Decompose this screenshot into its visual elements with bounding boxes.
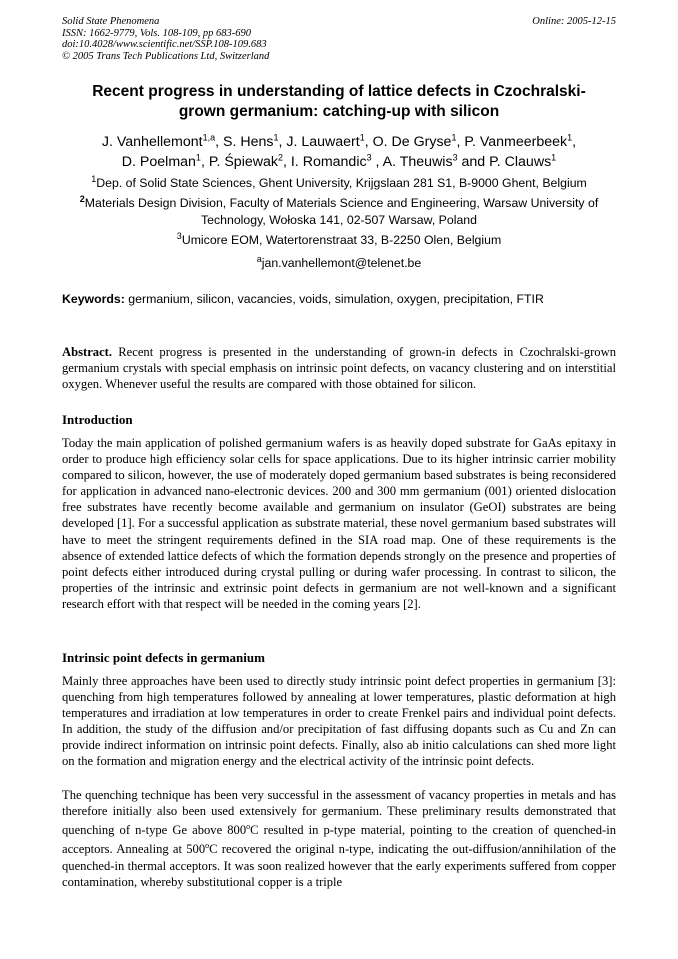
paragraph-segment: C recovered the original n-type, indicating the out-diffusion/annihilation of the quenched-in thermal acceptors. It was soon realized however that the early experiments suffered from copper contamination, whereby substitutional copper is a triple xyxy=(62,842,616,889)
affiliation-mark: 1 xyxy=(91,173,97,184)
copyright-line: © 2005 Trans Tech Publications Ltd, Switzerland xyxy=(62,50,270,62)
author-name: and P. Clauws xyxy=(457,154,552,170)
keywords-label: Keywords: xyxy=(62,292,125,306)
degree-mark: o xyxy=(246,822,251,832)
author-affil-mark: 1 xyxy=(551,152,557,163)
author-name: , J. Lauwaert xyxy=(278,134,360,150)
abstract-text: Recent progress is presented in the understanding of grown-in defects in Czochralski-grown germanium crystals with special emphasis on intrinsic point defects, on vacancy clustering and on interstitial oxygen. Whenever useful the results are compared with those obtained for silicon. xyxy=(62,345,617,392)
journal-name: Solid State Phenomena xyxy=(62,16,160,27)
paper-title xyxy=(62,82,616,122)
author-name: J. Vanhellemont xyxy=(101,134,203,150)
online-date: Online: 2005-12-15 xyxy=(532,16,616,27)
affiliation-mark: 2 xyxy=(79,193,85,204)
intrinsic-paragraph-2 xyxy=(62,787,616,890)
affiliation-text: Materials Design Division, Faculty of Materials Science and Engineering, Warsaw University of xyxy=(84,196,599,210)
intrinsic-paragraph-1: Mainly three approaches have been used to directly study intrinsic point defect properties in germanium [3]: quenching from high temperatures followed by annealing at lower temperatures, plastic deformation at high temperatures and irradiation at low temperatures in order to create Frenkel pairs and individual point defects. In addition, the study of the diffusion and/or precipitation of fast diffusing dopants such as Cu and Zn can provide indirect information on intrinsic point defects. Finally, also ab initio calculations can shed more light on the formation and migration energy and the electrical activity of the intrinsic point defects. xyxy=(62,674,616,769)
author-name: D. Poelman xyxy=(121,154,196,170)
author-affil-mark: 1 xyxy=(273,132,279,143)
author-name: , S. Hens xyxy=(215,134,274,150)
degree-mark: o xyxy=(205,841,210,851)
corresponding-email xyxy=(40,255,638,272)
author-line-1 xyxy=(40,132,638,152)
author-affil-mark: 2 xyxy=(277,152,283,163)
paragraph-segment: C resulted in p-type material, pointing to the creation of quenched-in acceptors. Annealing at 500 xyxy=(62,823,617,857)
author-name: , O. De Gryse xyxy=(364,134,452,150)
affiliation-1 xyxy=(40,175,638,192)
section-heading-introduction: Introduction xyxy=(62,412,133,427)
email-address: jan.vanhellemont@telenet.be xyxy=(261,256,422,270)
affiliation-2 xyxy=(40,195,638,229)
author-affil-mark: 1,a xyxy=(202,132,216,143)
introduction-paragraph: Today the main application of polished germanium wafers is as heavily doped substrate for GaAs epitaxy in order to produce high efficiency solar cells for space applications. Due to its higher intrinsic carrier mobility compared to silicon, however, the use of moderately doped germanium based substrates is being reconsidered for application in advanced nano-electronic devices. 200 and 300 mm germanium (001) oriented dislocation free substrates have recently become available and germanium on insulator (GeOI) substrates are being developed [1]. For a successful application as substrate material, these novel germanium based substrates will have to meet the stringent requirements defined in the SIA road map. One of these requirements is the absence of extended lattice defects of which the formation depends strongly on the presence and properties of point defects either introduced during crystal pulling or during wafer processing. In contrast to silicon, the properties of the intrinsic and extrinsic point defects in germanium are not well-known and a significant research effort with that respect will be needed in the coming years [2]. xyxy=(62,436,616,611)
author-affil-mark: 1 xyxy=(567,132,573,143)
author-name: , I. Romandic xyxy=(282,154,367,170)
author-line-2 xyxy=(40,152,638,172)
author-list xyxy=(40,132,638,172)
author-affil-mark: 1 xyxy=(451,132,457,143)
affiliation-2-line-2: Technology, Wołoska 141, 02-507 Warsaw, Poland xyxy=(201,213,477,227)
affiliation-text: Umicore EOM, Watertorenstraat 33, B-2250 Olen, Belgium xyxy=(181,233,502,247)
affiliation-3 xyxy=(40,232,638,249)
author-affil-mark: 1 xyxy=(359,132,365,143)
affiliation-2-line-1 xyxy=(40,195,638,212)
keywords-text: germanium, silicon, vacancies, voids, simulation, oxygen, precipitation, FTIR xyxy=(128,292,544,306)
author-name: , P. Śpiewak xyxy=(200,154,278,170)
author-affil-mark: 1 xyxy=(195,152,201,163)
issn-line: ISSN: 1662-9779, Vols. 108-109, pp 683-690 xyxy=(62,27,251,39)
paragraph-segment: The quenching technique has been very successful in the assessment of vacancy properties in metals and has therefore initially also been used extensively for germanium. These preliminary results demonstrated that quenching of n-type Ge above 800 xyxy=(62,788,616,838)
abstract xyxy=(62,344,616,392)
section-heading-intrinsic-point-defects: Intrinsic point defects in germanium xyxy=(62,650,265,665)
author-affil-mark: 3 xyxy=(366,152,372,163)
title-line-2: grown germanium: catching-up with silicon xyxy=(178,103,500,120)
keywords xyxy=(62,291,616,307)
author-affil-mark: 3 xyxy=(452,152,458,163)
title-line-1: Recent progress in understanding of lattice defects in Czochralski- xyxy=(92,83,586,100)
author-name: , A. Theuwis xyxy=(371,154,453,170)
affiliation-text: Dep. of Solid State Sciences, Ghent University, Krijgslaan 281 S1, B-9000 Ghent, Belgium xyxy=(96,176,587,190)
affiliation-mark: 3 xyxy=(176,230,182,241)
author-separator: , xyxy=(572,134,577,150)
author-name: , P. Vanmeerbeek xyxy=(456,134,568,150)
email-mark: a xyxy=(256,253,262,264)
abstract-label: Abstract. xyxy=(62,345,113,359)
doi-line: doi:10.4028/www.scientific.net/SSP.108-109.683 xyxy=(62,39,267,50)
journal-header xyxy=(62,16,616,62)
